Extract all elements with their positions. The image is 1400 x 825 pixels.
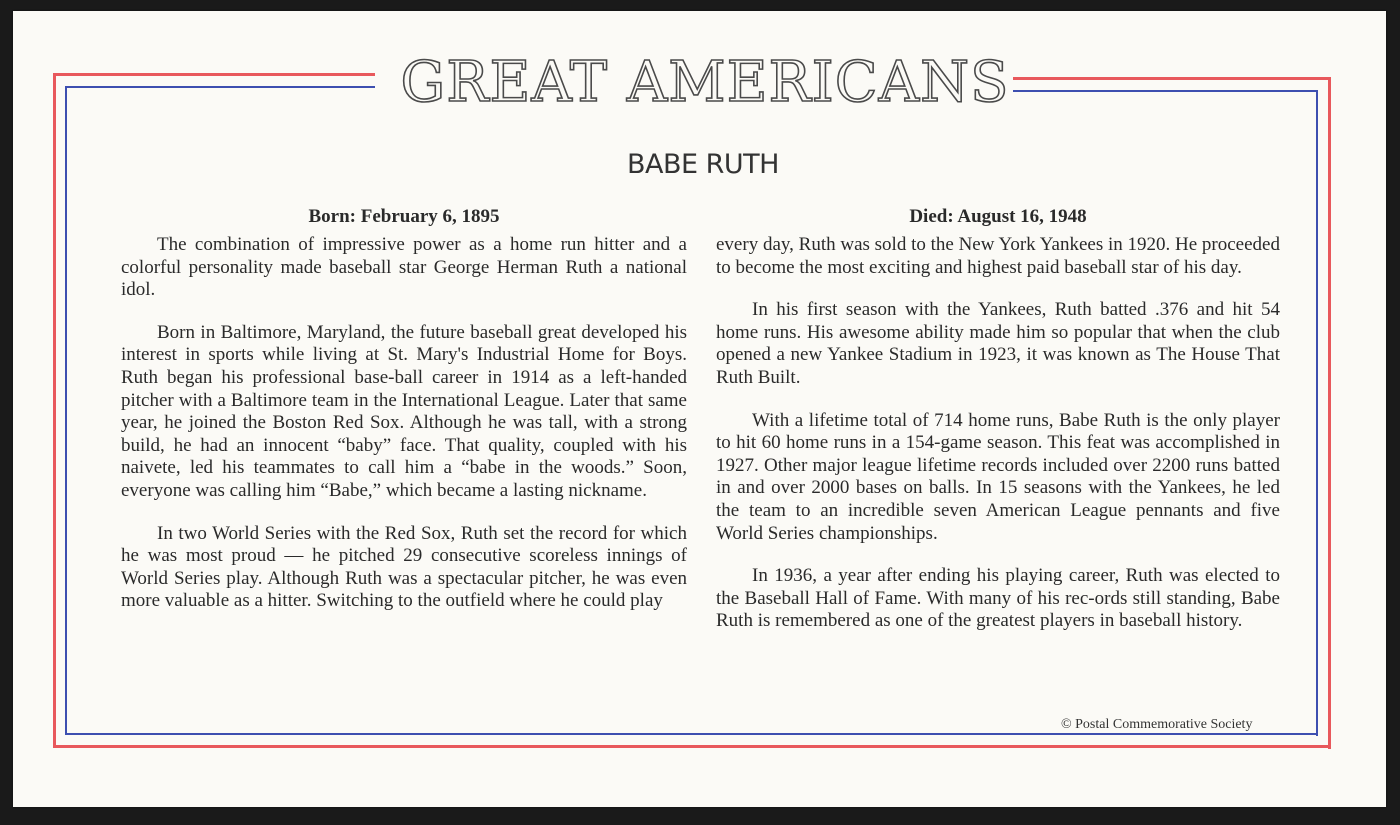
paragraph: In two World Series with the Red Sox, Ruth set the record for which he was most proud — he pitched 29 consecutive scoreless innings of World Series play. Although Ruth was a spectacular pitcher, he was even more valuable as a hitter. Switching to the outfield where he could play (121, 522, 687, 612)
red-frame-bottom (53, 745, 1331, 748)
died-heading: Died: August 16, 1948 (909, 206, 1087, 227)
red-frame-top-right (1013, 77, 1331, 80)
blue-frame-top-right (1013, 90, 1318, 92)
paragraph: With a lifetime total of 714 home runs, Babe Ruth is the only player to hit 60 home runs in a 154-game season. This feat was accomplished in 1927. Other major league lifetime records included over 2200 runs batted in and over 2000 bases on balls. In 15 seasons with the Yankees, he led the team to an incredible seven American League pennants and five World Series championships. (716, 409, 1280, 544)
paragraph: every day, Ruth was sold to the New York Yankees in 1920. He proceeded to become the most exciting and highest paid baseball star of his day. (716, 234, 1280, 278)
red-frame-right (1328, 77, 1331, 749)
copyright-credit: © Postal Commemorative Society (1061, 717, 1253, 732)
born-heading: Born: February 6, 1895 (308, 206, 500, 227)
paragraph: In 1936, a year after ending his playing career, Ruth was elected to the Baseball Hall of Fame. With many of his rec-ords still standing, Babe Ruth is remembered as one of the greatest players in baseball history. (716, 565, 1280, 632)
paragraph: In his first season with the Yankees, Ruth batted .376 and hit 54 home runs. His awesome ability made him so popular that when the club opened a new Yankee Stadium in 1923, it was known as The House That Ruth Built. (716, 299, 1280, 388)
commemorative-card (13, 11, 1386, 807)
paragraph: The combination of impressive power as a home run hitter and a colorful personality made baseball star George Herman Ruth a national idol. (121, 234, 687, 301)
blue-frame-bottom (65, 733, 1318, 735)
red-frame-left (53, 73, 56, 747)
page-title: GREAT AMERICANS (400, 50, 1010, 115)
red-frame-top-left (53, 73, 375, 76)
blue-frame-top-left (65, 86, 375, 88)
right-column (716, 206, 1280, 653)
blue-frame-right (1316, 90, 1318, 736)
subject-name: BABE RUTH (627, 149, 779, 180)
left-column (121, 206, 687, 633)
paragraph: Born in Baltimore, Maryland, the future baseball great developed his interest in sports while living at St. Mary's Industrial Home for Boys. Ruth began his professional base-ball career in 1914 as a left-handed pitcher with a Baltimore team in the International League. Later that same year, he joined the Boston Red Sox. Although he was tall, with a strong build, he had an innocent “baby” face. That quality, coupled with his naivete, led his teammates to call him a “babe in the woods.” Soon, everyone was calling him “Babe,” which became a lasting nickname. (121, 321, 687, 501)
blue-frame-left (65, 86, 67, 734)
